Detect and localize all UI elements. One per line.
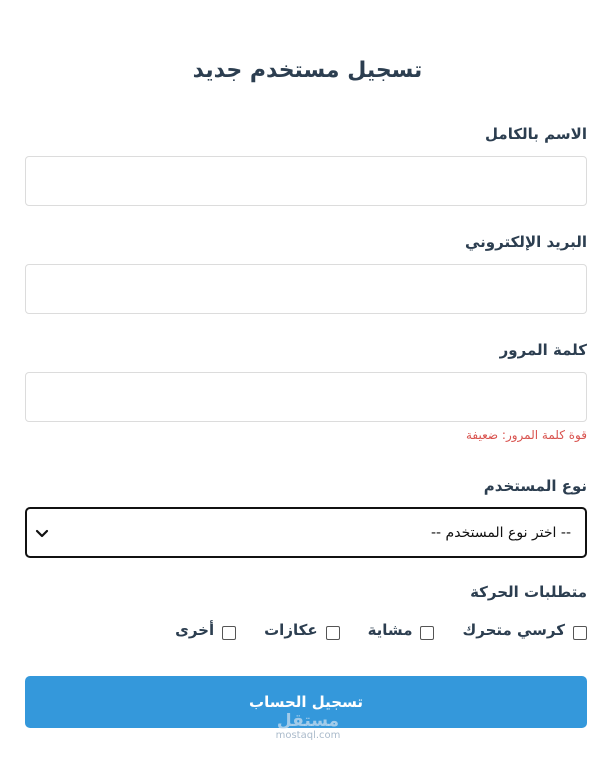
mobility-option-wheelchair[interactable] [462, 620, 587, 640]
walker-label: مشاية [367, 621, 413, 639]
walker-checkbox[interactable] [420, 626, 434, 640]
page-title: تسجيل مستخدم جديد [192, 58, 423, 83]
full-name-label: الاسم بالكامل [485, 125, 587, 143]
other-checkbox[interactable] [222, 626, 236, 640]
mobility-option-walker[interactable] [368, 620, 435, 640]
user-type-select[interactable] [25, 507, 587, 558]
user-type-label: نوع المستخدم [483, 477, 587, 495]
mobility-label: متطلبات الحركة [470, 583, 587, 601]
password-strength-text: قوة كلمة المرور: ضعيفة [465, 428, 587, 442]
chevron-down-icon [35, 526, 49, 540]
watermark-latin: mostaql.com [275, 730, 341, 741]
crutches-checkbox[interactable] [326, 626, 340, 640]
mobility-option-other[interactable] [175, 620, 236, 640]
other-label: أخرى [175, 621, 215, 639]
mostaql-watermark [268, 712, 348, 742]
register-button[interactable]: تسجيل الحساب [25, 676, 587, 728]
crutches-label: عكازات [264, 621, 318, 639]
wheelchair-checkbox[interactable] [573, 626, 587, 640]
wheelchair-label: كرسي متحرك [462, 621, 565, 639]
email-input[interactable] [25, 264, 587, 314]
mobility-option-crutches[interactable] [264, 620, 339, 640]
user-type-selected-value: -- اختر نوع المستخدم -- [431, 524, 571, 541]
full-name-input[interactable] [25, 156, 587, 206]
watermark-arabic: مستقل [276, 711, 340, 731]
mobility-options [175, 620, 587, 640]
password-label: كلمة المرور [499, 341, 587, 359]
email-label: البريد الإلكتروني [465, 233, 587, 251]
password-input[interactable] [25, 372, 587, 422]
